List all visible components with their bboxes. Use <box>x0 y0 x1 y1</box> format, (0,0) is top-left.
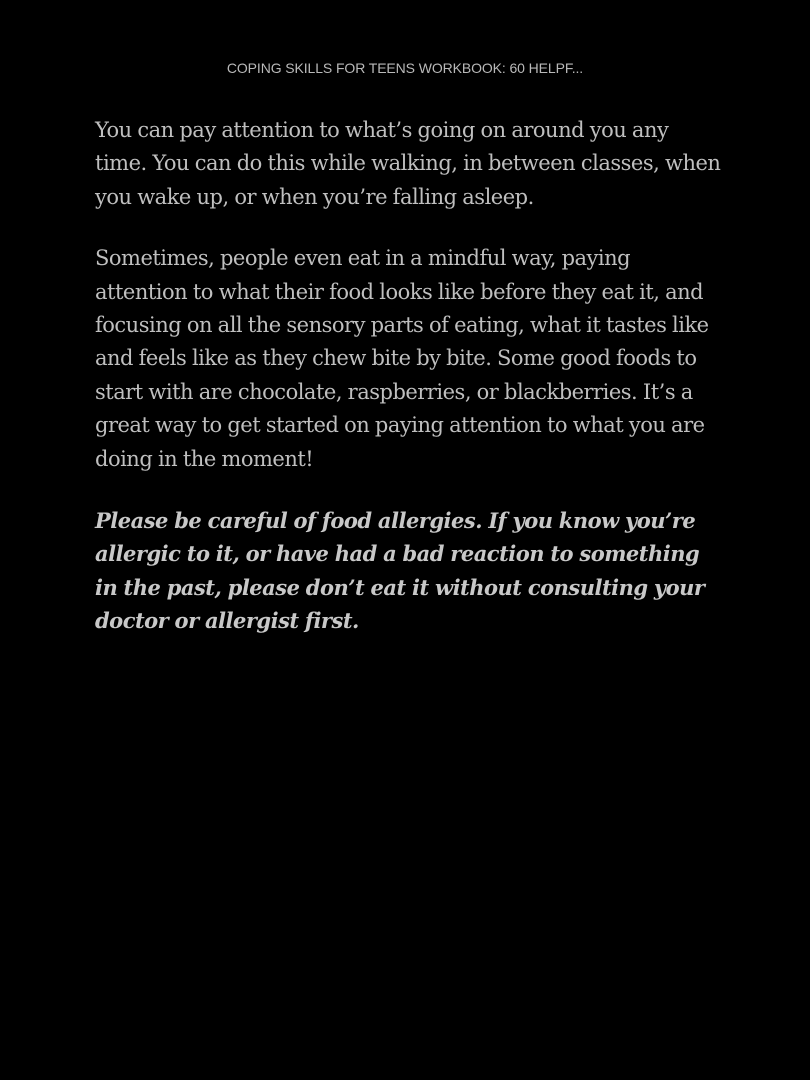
reader-page-content[interactable] <box>95 114 725 666</box>
paragraph-pay-attention: You can pay attention to what’s going on around you any time. You can do this while walking, in between classes, when you wake up, or when you’re falling asleep. <box>95 118 721 209</box>
book-title-header[interactable]: COPING SKILLS FOR TEENS WORKBOOK: 60 HELPF... <box>226 60 584 76</box>
paragraph-mindful-eating: Sometimes, people even eat in a mindful way, paying attention to what their food looks like before they eat it, and focusing on all the sensory parts of eating, what it tastes like and feels like as they chew bite by bite. Some good foods to start with are chocolate, raspberries, or blackberries. It’s a great way to get started on paying attention to what you are doing in the moment! <box>95 246 709 471</box>
allergy-warning-paragraph: Please be careful of food allergies. If you know you’re allergic to it, or have had a bad reaction to something in the past, please don’t eat it without consulting your doctor or allergist first. <box>95 508 705 634</box>
